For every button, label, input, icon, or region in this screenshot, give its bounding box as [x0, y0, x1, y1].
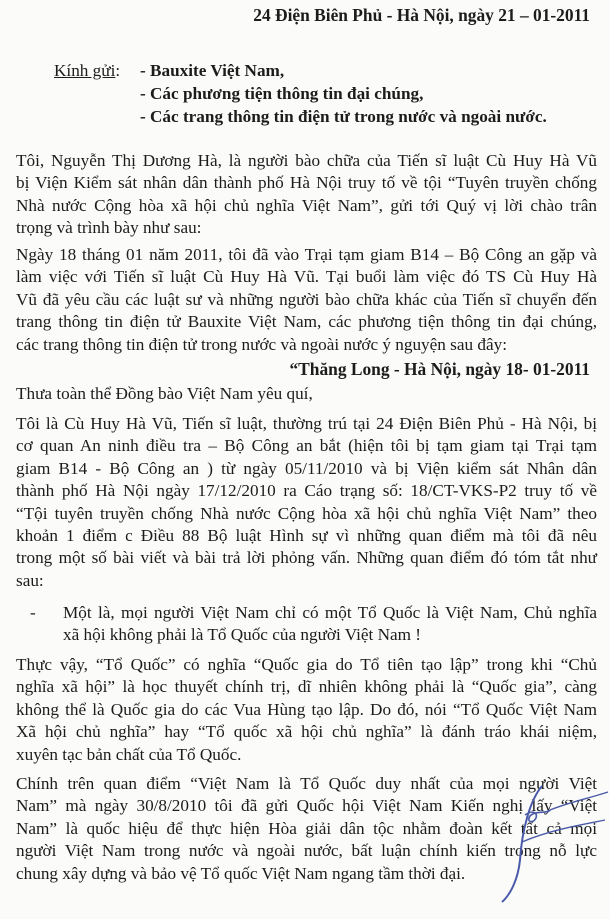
greeting: Thưa toàn thể Đồng bào Việt Nam yêu quí, — [16, 384, 313, 403]
text-line: thành phố Hà Nội ngày 17/12/2010 ra Cáo trạng số: 18/CT-VKS-P2 truy tố về — [16, 481, 597, 501]
text-line: Tôi, Nguyễn Thị Dương Hà, là người bào chữa của Tiến sĩ luật Cù Huy Hà Vũ — [16, 151, 597, 170]
paragraph-meeting — [16, 244, 597, 356]
text-line: xã hội không phải là Tổ Quốc của người Việt Nam ! — [63, 625, 422, 645]
text-line: nghĩa xã hội” là học thuyết chính trị, dĩ nhiên không phải là “Quốc gia”, càng — [16, 677, 597, 697]
text-line: người Việt Nam trong nước và ngoài nước, bất luận chính kiến trong nỗ lực — [16, 841, 597, 861]
text-line: Nam” là quốc hiệu để thực hiện Hòa giải dân tộc nhằm đoàn kết tất cả mọi — [16, 818, 597, 838]
recipient-list — [140, 59, 547, 128]
text-line: Một là, mọi người Việt Nam chỉ có một Tổ Quốc là Việt Nam, Chủ nghĩa — [63, 603, 597, 622]
text-line: làm việc với Tiến sĩ luật Cù Huy Hà Vũ. Tại buổi làm việc đó TS Cù Huy Hà — [16, 267, 597, 287]
signature-stroke — [502, 786, 542, 902]
text-line: Tôi là Cù Huy Hà Vũ, Tiến sĩ luật, thường trú tại 24 Điện Biên Phủ - Hà Nội, bị — [16, 414, 597, 433]
text-line: bị Viện Kiểm sát nhân dân thành phố Hà Nội truy tố về tội “Tuyên truyền chống — [16, 173, 597, 193]
text-line: chung xây dựng và bảo vệ Tổ quốc Việt Nam ngang tầm thời đại. — [16, 863, 466, 883]
text-line: không thể là Quốc gia do các Vua Hùng tạo lập. Do đó, nói “Tổ Quốc Việt Nam — [16, 699, 597, 719]
recipient: - Bauxite Việt Nam, — [140, 61, 285, 80]
paragraph-intro — [16, 150, 597, 240]
text-line: Chính trên quan điểm “Việt Nam là Tổ Quốc duy nhất của mọi người Việt — [16, 774, 597, 793]
signature — [470, 770, 610, 910]
text-line: trọng và trình bày như sau: — [16, 218, 202, 238]
text-line: cơ quan An ninh điều tra – Bộ Công an bắt (hiện tôi bị tạm giam tại Trại tạm — [16, 436, 597, 456]
text-line: Ngày 18 tháng 01 năm 2011, tôi đã vào Trại tạm giam B14 – Bộ Công an gặp và — [16, 245, 597, 264]
text-line: Nhà nước Cộng hòa xã hội chủ nghĩa Việt Nam”, gửi tới Quý vị lời chào trân — [16, 195, 597, 215]
bullet-marker: - — [30, 603, 36, 622]
quote-date: “Thăng Long - Hà Nội, ngày 18- 01-2011 — [289, 359, 590, 379]
paragraph-statement — [16, 413, 597, 592]
text-line: sau: — [16, 570, 44, 590]
text-line: Thực vậy, “Tổ Quốc” có nghĩa “Quốc gia do Tổ tiên tạo lập” trong khi “Chủ — [16, 655, 597, 674]
signature-stroke — [522, 820, 605, 842]
header-place-date: 24 Điện Biên Phủ - Hà Nội, ngày 21 – 01-2011 — [253, 5, 590, 25]
text-line: các trang thông tin điện tử trong nước và ngoài nước ý nguyện sau đây: — [16, 334, 507, 354]
bullet-point — [63, 602, 597, 647]
text-line: xuyên tạc bản chất của Tổ Quốc. — [16, 744, 242, 764]
text-line: “Tội tuyên truyền chống Nhà nước Cộng hòa xã hội chủ nghĩa Việt Nam” theo — [16, 503, 597, 523]
text-line: trang thông tin điện tử Bauxite Việt Nam, các phương tiện thông tin đại chúng, — [16, 312, 597, 332]
text-line: Nam” mà ngày 30/8/2010 tôi đã gửi Quốc hội Việt Nam Kiến nghị lấy “Việt — [16, 796, 597, 816]
salutation-label: Kính gửi — [54, 61, 116, 80]
text-line: Vũ đã yêu cầu các luật sư và những người bào chữa khác của Tiến sĩ chuyển đến — [16, 289, 597, 309]
signature-stroke — [550, 792, 608, 810]
salutation-colon: : — [115, 61, 121, 80]
recipient: - Các phương tiện thông tin đại chúng, — [140, 84, 424, 103]
text-line: khoản 1 điểm c Điều 88 Bộ luật Hình sự vì những quan điểm mà tôi đã nêu — [16, 526, 597, 546]
recipient: - Các trang thông tin điện tử trong nước và ngoài nước. — [140, 107, 547, 126]
text-line: Xã hội chủ nghĩa” hay “Tổ quốc xã hội chủ nghĩa” là đánh tráo khái niệm, — [16, 722, 597, 742]
text-line: trong một số bài viết và bài trả lời phỏng vấn. Những quan điểm đó tóm tắt như — [16, 548, 597, 568]
paragraph-argument — [16, 654, 597, 766]
text-line: giam B14 - Bộ Công an ) từ ngày 05/11/2010 và bị Viện kiểm sát Nhân dân — [16, 458, 597, 478]
salutation — [54, 59, 120, 82]
